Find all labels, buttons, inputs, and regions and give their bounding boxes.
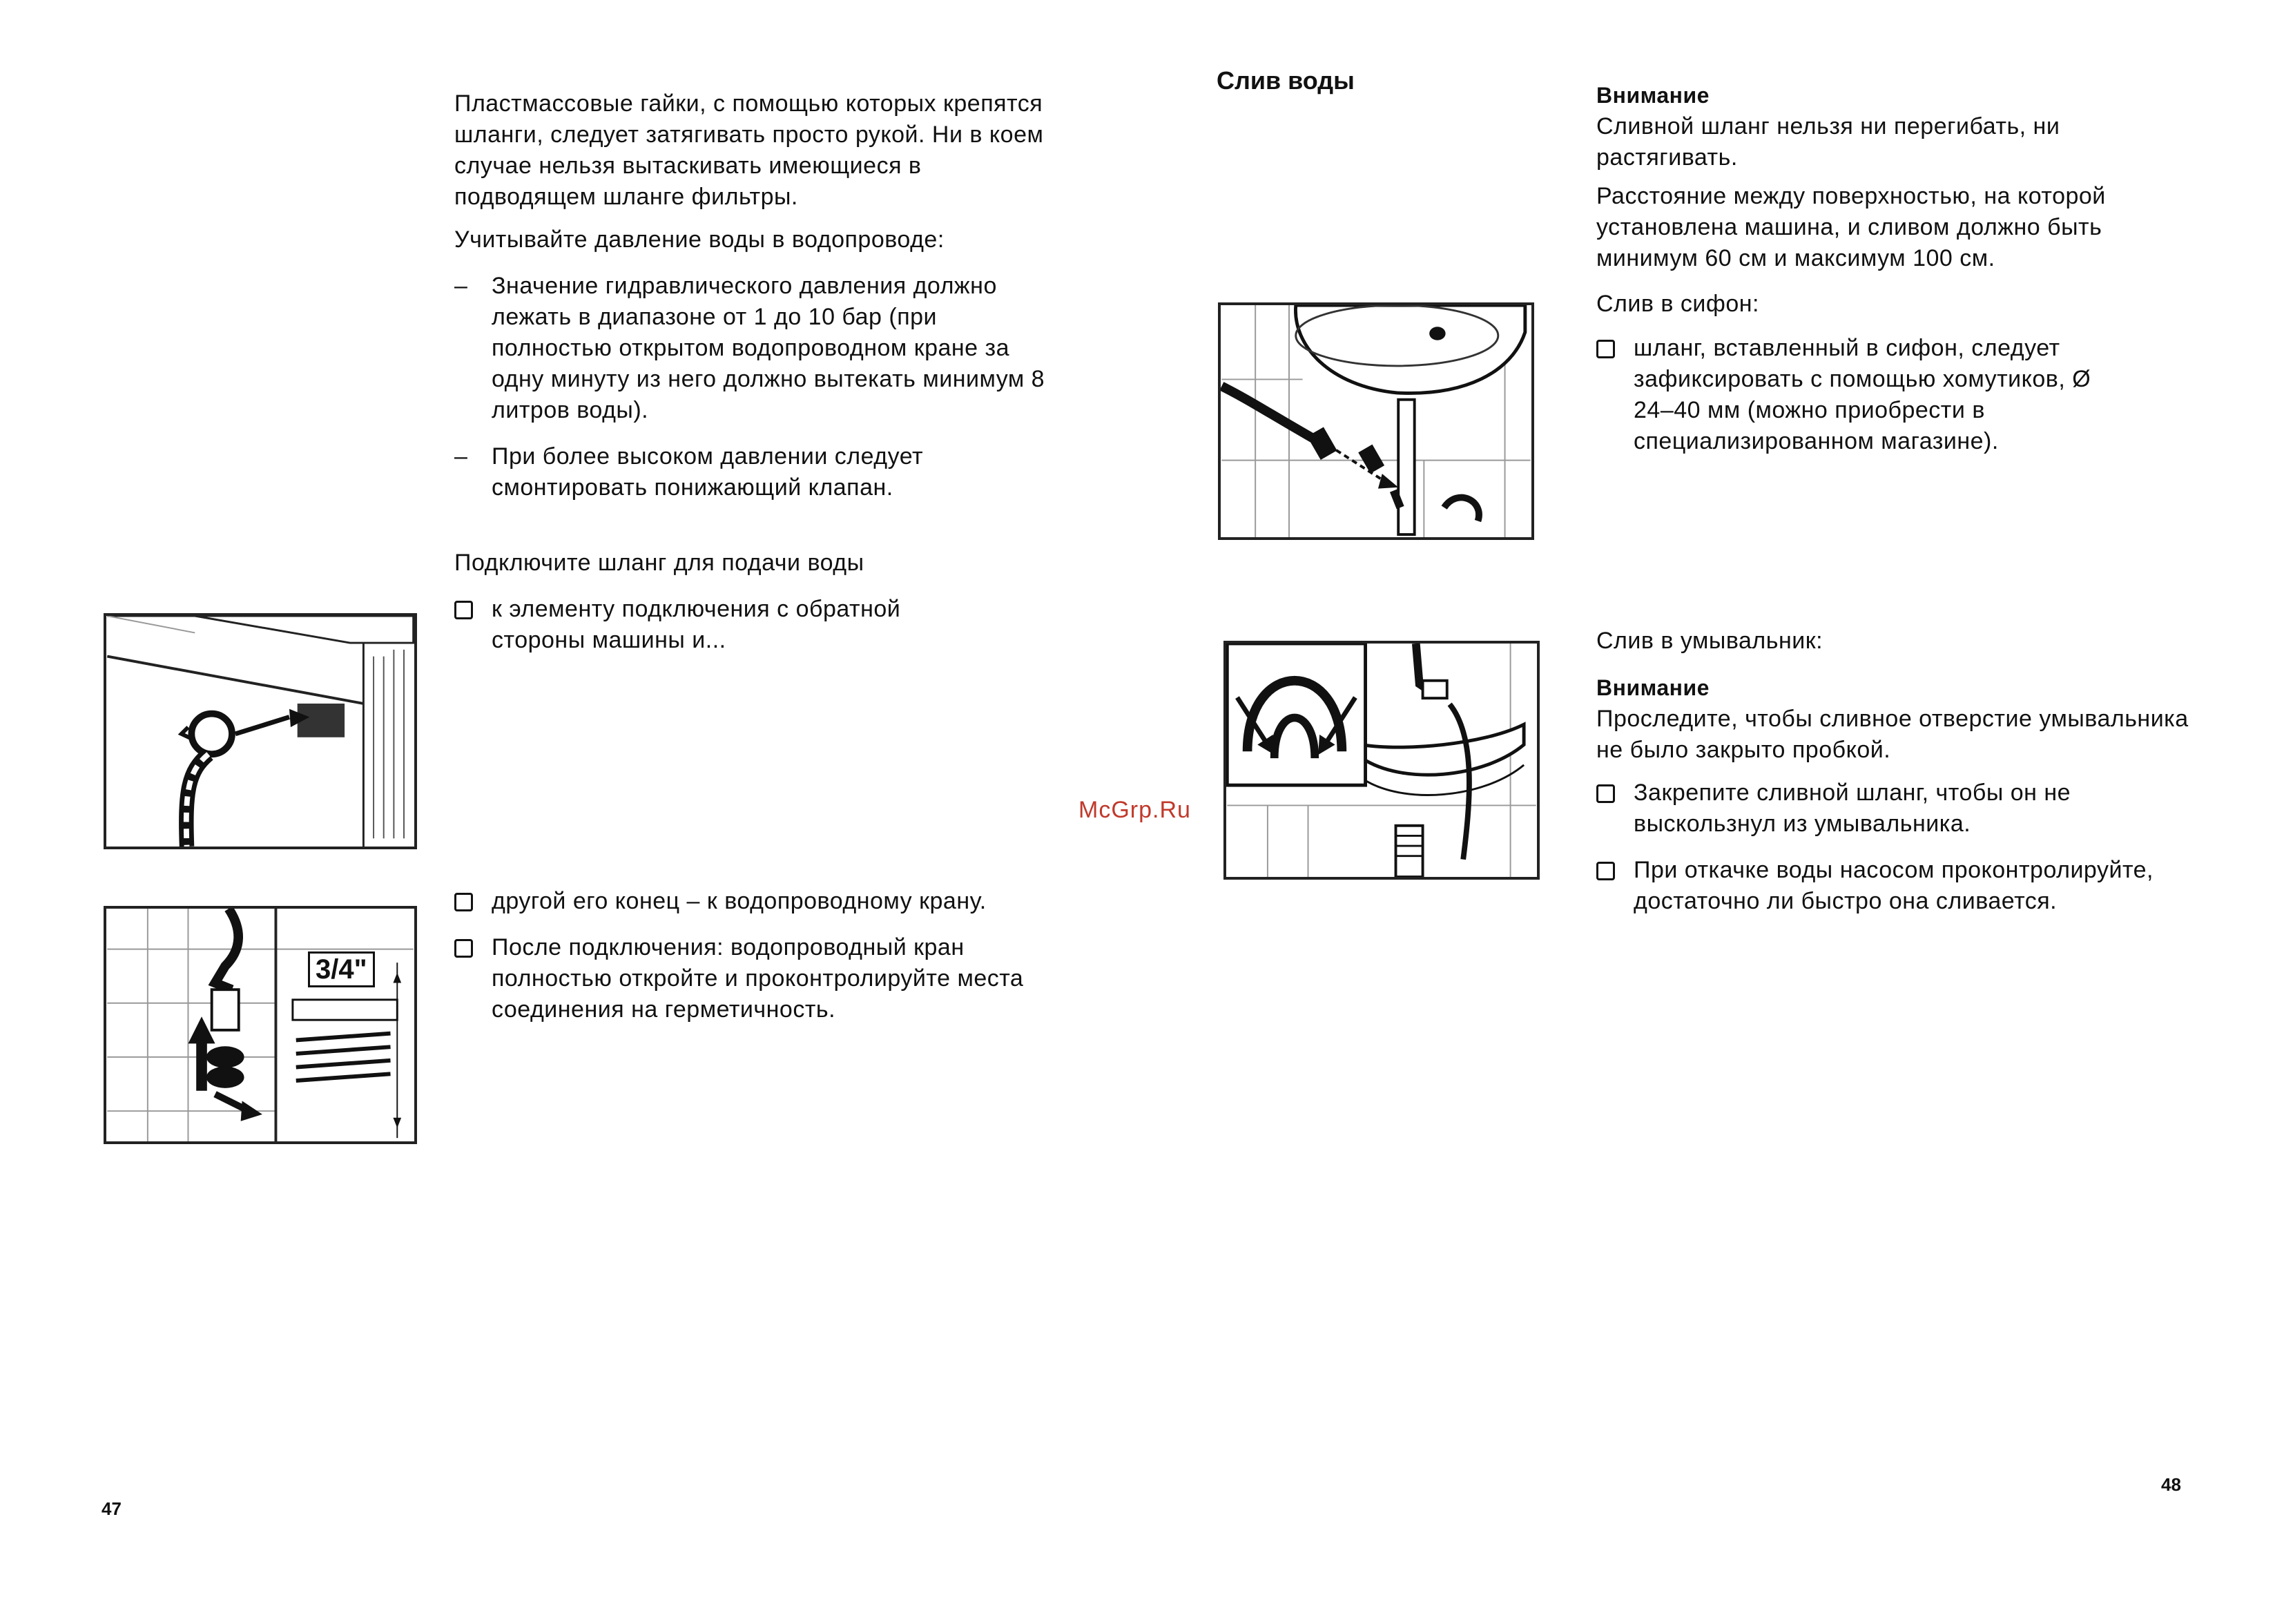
intro-text: Пластмассовые гайки, с помощью которых крепятся шланги, следует затягивать просто рукой. Ни в коем случае нельзя вытаскивать имеющиеся в подводящем шланге фильтры. bbox=[454, 90, 1044, 210]
list-item: – При более высоком давлении следует смонтировать понижающий клапан. bbox=[454, 443, 924, 501]
connect-list bbox=[454, 594, 979, 656]
list-item: – Значение гидравлического давления должно лежать в диапазоне от 1 до 10 бар (при полностью открытом водопроводном кране за одну минуту из него должно вытекать минимум 8 литров воды). bbox=[454, 273, 1045, 423]
figure-machine-inlet bbox=[104, 613, 417, 849]
tap-list bbox=[454, 886, 1048, 1025]
siphon-list bbox=[1596, 333, 2135, 457]
pressure-title: Учитывайте давление воды в водопроводе: bbox=[454, 226, 945, 253]
figure-basin-drain bbox=[1223, 641, 1540, 880]
siphon-title: Слив в сифон: bbox=[1596, 291, 1759, 317]
basin-list bbox=[1596, 777, 2176, 917]
thread-size-label: 3/4" bbox=[308, 951, 375, 987]
dash-list bbox=[454, 271, 1048, 503]
figure-tap-connection bbox=[104, 906, 417, 1144]
checkbox-bullet-icon bbox=[454, 601, 473, 619]
attention2-block: Внимание Проследите, чтобы сливное отверстие умывальника не было закрыто пробкой. bbox=[1596, 673, 2204, 766]
list-item: При откачке воды насосом проконтролируйте, достаточно ли быстро она сливается. bbox=[1596, 855, 2176, 917]
watermark: McGrp.Ru bbox=[1078, 797, 1191, 823]
attention2-label: Внимание bbox=[1596, 675, 1710, 700]
checkbox-bullet-icon bbox=[1596, 784, 1615, 803]
list-item: После подключения: водопроводный кран полностью откройте и проконтролируйте места соединения на герметичность. bbox=[454, 932, 1048, 1025]
checkbox-bullet-icon bbox=[1596, 862, 1615, 880]
checkbox-bullet-icon bbox=[1596, 340, 1615, 358]
checkbox-bullet-icon bbox=[454, 893, 473, 911]
connect-title: Подключите шланг для подачи воды bbox=[454, 550, 864, 576]
list-item: Закрепите сливной шланг, чтобы он не выскользнул из умывальника. bbox=[1596, 777, 2176, 840]
list-item: шланг, вставленный в сифон, следует зафиксировать с помощью хомутиков, Ø 24–40 мм (можно приобрести в специализированном магазине). bbox=[1596, 333, 2135, 457]
attention1-block: Внимание Сливной шланг нельзя ни перегибать, ни растягивать. bbox=[1596, 80, 2190, 173]
figure-siphon-drain bbox=[1218, 302, 1534, 540]
section-heading: Слив воды bbox=[1217, 66, 1355, 95]
list-item: другой его конец – к водопроводному крану. bbox=[454, 886, 1048, 917]
list-item: к элементу подключения с обратной стороны машины и... bbox=[454, 594, 979, 656]
page-number-right: 48 bbox=[2161, 1474, 2181, 1495]
checkbox-bullet-icon bbox=[454, 939, 473, 958]
distance-text: Расстояние между поверхностью, на которой установлена машина, и сливом должно быть минимум 60 см и максимум 100 см. bbox=[1596, 183, 2106, 271]
basin-title: Слив в умывальник: bbox=[1596, 628, 1823, 654]
page-number-left: 47 bbox=[101, 1498, 122, 1519]
attention1-label: Внимание bbox=[1596, 83, 1710, 108]
